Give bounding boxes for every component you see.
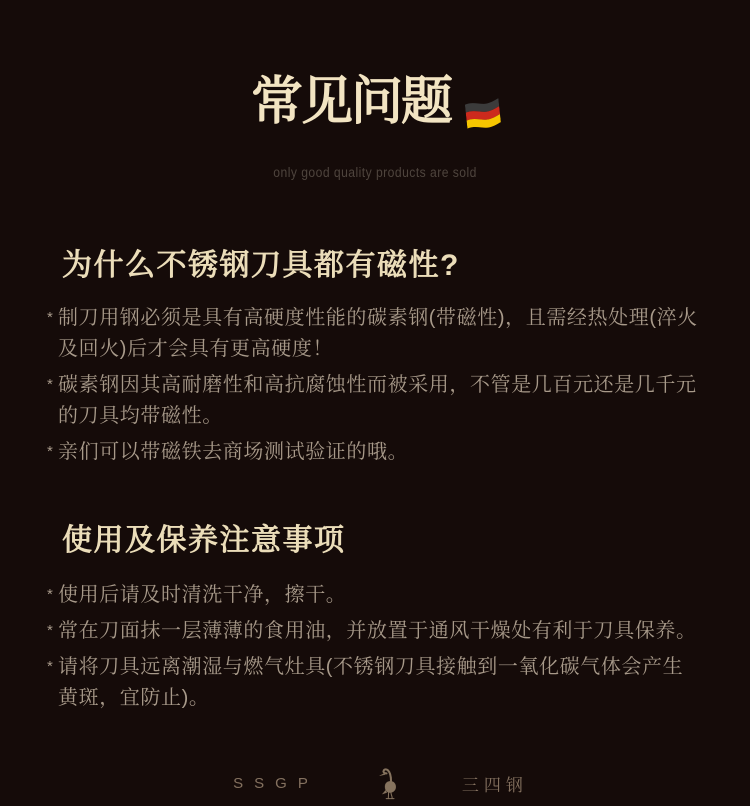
page-subtitle-text: only good quality products are sold xyxy=(273,165,477,180)
section-magnetism-faq xyxy=(0,248,750,468)
bullet-list xyxy=(47,580,703,714)
bullet-marker: * xyxy=(47,443,53,460)
bullet-text: 常在刀面抹一层薄薄的食用油，并放置于通风干燥处有利于刀具保养。 xyxy=(58,620,697,642)
header xyxy=(0,0,750,181)
brand-latin: SSGP xyxy=(233,774,319,792)
brand-chinese: 三四钢 xyxy=(461,775,528,795)
page-subtitle xyxy=(0,165,750,181)
bullet-text: 制刀用钢必须是具有高硬度性能的碳素钢(带磁性)，且需经热处理(淬火及回火)后才会具有更高硬度！ xyxy=(58,307,698,360)
bullet-marker: * xyxy=(47,376,53,393)
bullet-marker: * xyxy=(47,658,53,675)
germany-flag-icon xyxy=(463,83,500,116)
page-title xyxy=(0,74,750,130)
section-heading: 使用及保养注意事项 xyxy=(62,524,346,557)
crane-icon xyxy=(376,765,400,801)
bullet-text: 使用后请及时清洗干净，擦干。 xyxy=(58,584,347,606)
bullet-marker: * xyxy=(47,309,53,326)
bullet-item xyxy=(47,616,703,647)
section-care-notes xyxy=(0,523,750,714)
bullet-item xyxy=(47,580,703,611)
bullet-item xyxy=(47,303,703,365)
bullet-marker: * xyxy=(47,586,53,603)
bullet-text: 碳素钢因其高耐磨性和高抗腐蚀性而被采用，不管是几百元还是几千元的刀具均带磁性。 xyxy=(58,374,697,427)
bullet-item xyxy=(47,437,703,468)
bullet-list xyxy=(47,303,703,468)
bullet-item xyxy=(47,652,703,714)
section-heading: 为什么不锈钢刀具都有磁性? xyxy=(62,249,460,282)
page-title-text: 常见问题 xyxy=(250,73,451,131)
bullet-item xyxy=(47,370,703,432)
bullet-marker: * xyxy=(47,622,53,639)
bullet-text: 亲们可以带磁铁去商场测试验证的哦。 xyxy=(58,441,409,463)
bullet-text: 请将刀具远离潮湿与燃气灶具(不锈钢刀具接触到一氧化碳气体会产生黄斑，宜防止)。 xyxy=(58,656,684,709)
footer-brand-bar xyxy=(0,764,750,802)
